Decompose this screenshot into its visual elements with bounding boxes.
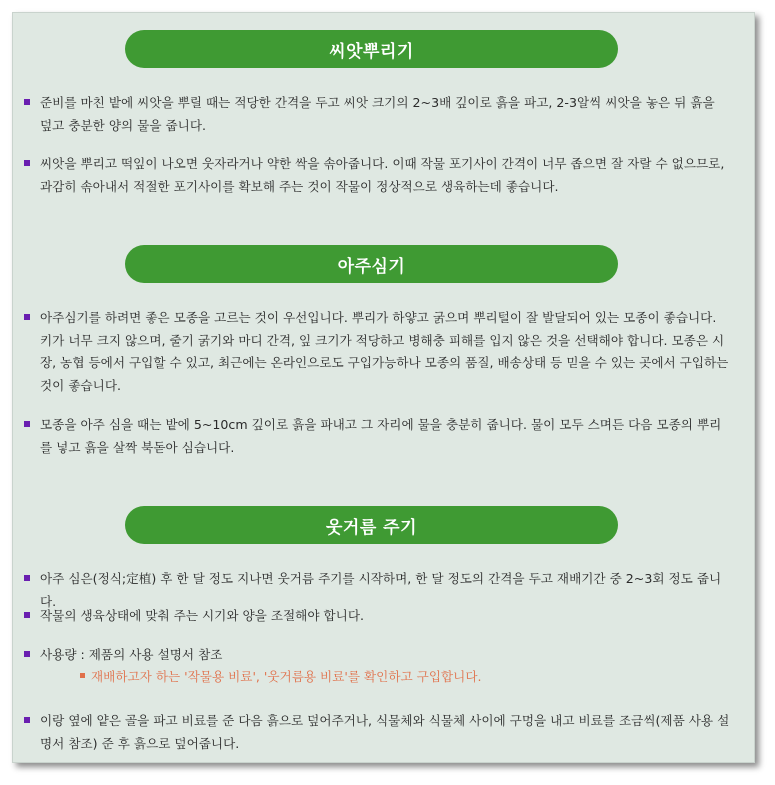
list-item <box>40 307 730 397</box>
section-title-transplanting: 아주심기 <box>125 245 618 283</box>
section-title-sowing: 씨앗뿌리기 <box>125 30 618 68</box>
list-item <box>40 644 730 667</box>
list-item <box>40 605 730 628</box>
bullet-icon <box>24 717 30 723</box>
list-item <box>40 710 730 755</box>
list-item <box>40 414 730 459</box>
section-title-top-dressing: 웃거름 주기 <box>125 506 618 544</box>
bullet-icon <box>24 99 30 105</box>
bullet-icon <box>24 314 30 320</box>
note-bullet-icon <box>80 673 85 678</box>
list-item-text: 아주심기를 하려면 좋은 모종을 고르는 것이 우선입니다. 뿌리가 하얗고 굵으며 뿌리털이 잘 발달되어 있는 모종이 좋습니다. 키가 너무 크지 않으며, 줄기 굵기와 마디 간격, 잎 크기가 적당하고 병해충 피해를 입지 않은 것을 선택해야 합니다. 모종은 시장, 농협 등에서 구입할 수 있고, 최근에는 온라인으로도 구입가능하나 모종의 품질, 배송상태 등 믿을 수 있는 곳에서 구입하는 것이 좋습니다. <box>40 310 729 393</box>
bullet-icon <box>24 421 30 427</box>
list-item-text: 준비를 마친 밭에 씨앗을 뿌릴 때는 적당한 간격을 두고 씨앗 크기의 2~3배 깊이로 흙을 파고, 2-3알씩 씨앗을 놓은 뒤 흙을 덮고 충분한 양의 물을 줍니다. <box>40 95 715 133</box>
bullet-icon <box>24 160 30 166</box>
list-item-text: 모종을 아주 심을 때는 밭에 5~10cm 깊이로 흙을 파내고 그 자리에 물을 충분히 줍니다. 물이 모두 스며든 다음 모종의 뿌리를 넣고 흙을 살짝 북돋아 심습니다. <box>40 417 722 455</box>
list-item-text: 아주 심은(정식;定植) 후 한 달 정도 지나면 웃거름 주기를 시작하며, 한 달 정도의 간격을 두고 재배기간 중 2~3회 정도 줍니다. <box>40 571 722 609</box>
list-item <box>40 153 730 198</box>
list-item-text: 씨앗을 뿌리고 떡잎이 나오면 웃자라거나 약한 싹을 솎아줍니다. 이때 작물 포기사이 간격이 너무 좁으면 잘 자랄 수 없으므로, 과감히 솎아내서 적절한 포기사이를 확보해 주는 것이 작물이 정상적으로 생육하는데 좋습니다. <box>40 156 725 194</box>
list-item <box>40 92 730 137</box>
usage-note <box>80 667 700 687</box>
bullet-icon <box>24 612 30 618</box>
list-item-text: 작물의 생육상태에 맞춰 주는 시기와 양을 조절해야 합니다. <box>40 608 364 623</box>
bullet-icon <box>24 651 30 657</box>
bullet-icon <box>24 575 30 581</box>
list-item-text: 이랑 옆에 얕은 골을 파고 비료를 준 다음 흙으로 덮어주거나, 식물체와 식물체 사이에 구멍을 내고 비료를 조금씩(제품 사용 설명서 참조) 준 후 흙으로 덮어줍니다. <box>40 713 730 751</box>
usage-note-text: 재배하고자 하는 '작물용 비료', '웃거름용 비료'를 확인하고 구입합니다. <box>91 669 482 684</box>
list-item-text: 사용량 : 제품의 사용 설명서 참조 <box>40 647 223 662</box>
